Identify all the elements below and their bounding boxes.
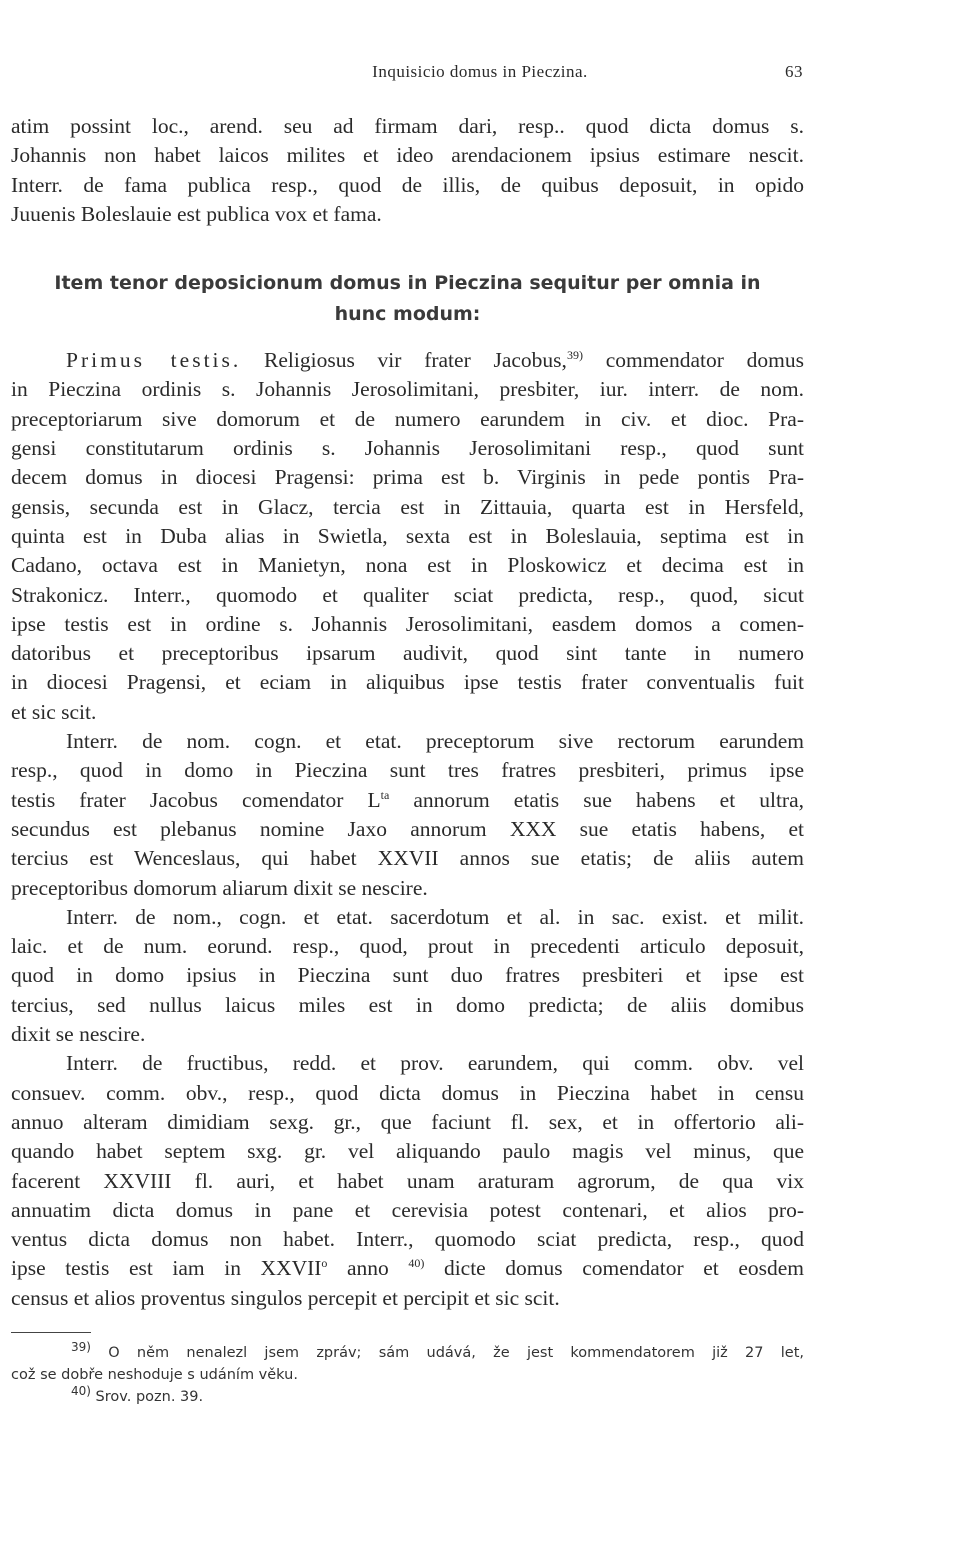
- text-line: gensis, secunda est in Glacz, tercia est in Zittauia, quarta est in Hersfeld,: [11, 494, 804, 519]
- text-line: Primus testis. Religiosus vir frater Jacobus,$^{39)}$ commendator domus: [66, 348, 804, 373]
- text-line: Interr. de nom., cogn. et etat. sacerdotum et al. in sac. exist. et milit.: [66, 904, 804, 929]
- section-heading-line: hunc modum:: [334, 303, 481, 326]
- footnote-ref: 40): [408, 1256, 425, 1271]
- text-line: secundus est plebanus nomine Jaxo annorum XXX sue etatis habens, et: [11, 816, 804, 841]
- main-text: [11, 112, 804, 1313]
- text-line: Strakonicz. Interr., quomodo et qualiter sciat predicta, resp., quod, sicut: [11, 582, 804, 607]
- footnote-ref: 39): [566, 348, 583, 363]
- text-line: tercius est Wenceslaus, qui habet XXVII annos sue etatis; de aliis autem: [11, 846, 804, 871]
- text-line: consuev. comm. obv., resp., quod dicta domus in Pieczina habet in censu: [11, 1080, 804, 1105]
- text-line: datoribus et preceptoribus ipsarum audivit, quod sint tante in numero: [11, 641, 804, 666]
- witness-label: Primus testis.: [66, 348, 242, 373]
- text-line: Interr. de fama publica resp., quod de illis, de quibus deposuit, in opido: [11, 172, 804, 197]
- text-line: gensi constitutarum ordinis s. Johannis Jerosolimitani resp., quod sunt: [11, 436, 804, 461]
- text-line: quod in domo ipsius in Pieczina sunt duo fratres presbiteri et ipse est: [11, 963, 804, 988]
- text-line: ipse testis est iam in XXVII$^o$ anno $^{40)}$ dicte domus comendator et eosdem: [11, 1256, 805, 1281]
- text-line: annuatim dicta domus in pane et cerevisia potest contenari, et alios pro-: [11, 1197, 804, 1222]
- text-line: Cadano, octava est in Manietyn, nona est in Ploskowicz et decima est in: [11, 553, 804, 578]
- text-line: ipse testis est in ordine s. Johannis Jerosolimitani, easdem domos a comen-: [11, 611, 804, 636]
- text-line: resp., quod in domo in Pieczina sunt tres fratres presbiteri, primus ipse: [11, 758, 804, 783]
- superscript: ta: [380, 787, 390, 802]
- text-line: quinta est in Duba alias in Swietla, sexta est in Boleslauia, septima est in: [11, 523, 804, 548]
- footnote-divider: [11, 1332, 91, 1333]
- text-line: tercius, sed nullus laicus miles est in domo predicta; de aliis domibus: [11, 992, 804, 1017]
- text-line: facerent XXVIII fl. auri, et habet unam araturam agrorum, de qua vix: [11, 1168, 804, 1193]
- footnote-mark: 39): [71, 1340, 91, 1355]
- page-number: 63: [785, 62, 803, 81]
- footnote-40: $^{40)}$ Srov. pozn. 39.: [71, 1384, 204, 1405]
- text-line: Interr. de nom. cogn. et etat. preceptorum sive rectorum earundem: [66, 729, 804, 754]
- text-line: atim possint loc., arend. seu ad firmam dari, resp.. quod dicta domus s.: [11, 114, 804, 138]
- text-line: testis frater Jacobus comendator $L^{ta}$ annorum etatis sue habens et ultra,: [11, 787, 805, 812]
- text-line: ventus dicta domus non habet. Interr., quomodo sciat predicta, resp., quod: [11, 1227, 804, 1252]
- superscript: o: [321, 1256, 328, 1271]
- text-line: quando habet septem sxg. gr. vel aliquando paulo magis vel minus, que: [11, 1139, 804, 1164]
- text-line: census et alios proventus singulos percepit et percipit et sic scit.: [11, 1285, 560, 1310]
- text-line: in Pieczina ordinis s. Johannis Jerosolimitani, presbiter, iur. interr. de nom.: [11, 377, 804, 402]
- text-line: in diocesi Pragensi, et eciam in aliquibus ipse testis frater conventualis fuit: [11, 670, 804, 695]
- section-heading-line: Item tenor deposicionum domus in Pieczina sequitur per omnia in: [54, 272, 761, 295]
- running-title: Inquisicio domus in Pieczina.: [372, 62, 588, 81]
- text-line: Johannis non habet laicos milites et ideo arendacionem ipsius estimare nescit.: [11, 143, 804, 168]
- text-line: Interr. de fructibus, redd. et prov. earundem, qui comm. obv. vel: [66, 1051, 804, 1076]
- text-line: dixit se nescire.: [11, 1022, 146, 1047]
- text-line: laic. et de num. eorund. resp., quod, prout in precedenti articulo deposuit,: [11, 934, 804, 959]
- page-header: [0, 62, 960, 86]
- text-line: annuo alteram dimidiam sexg. gr., que faciunt fl. sex, et in offertorio ali-: [11, 1109, 804, 1134]
- footnote-39-continued: což se dobře neshoduje s udáním věku.: [11, 1367, 298, 1383]
- footnote-mark: 40): [71, 1384, 91, 1399]
- text-line: decem domus in diocesi Pragensi: prima est b. Virginis in pede pontis Pra-: [11, 465, 804, 490]
- text-line: et sic scit.: [11, 699, 97, 724]
- footnote-39: $^{39)}$ O něm nenalezl jsem zpráv; sám udává, že jest kommendatorem již 27 let,: [71, 1340, 804, 1361]
- footnotes: [11, 1342, 804, 1408]
- text-line: Juuenis Boleslauie est publica vox et fama.: [11, 201, 382, 226]
- text-line: preceptoriarum sive domorum et de numero earundem in civ. et dioc. Pra-: [11, 406, 804, 431]
- text-line: preceptoribus domorum aliarum dixit se nescire.: [11, 875, 428, 900]
